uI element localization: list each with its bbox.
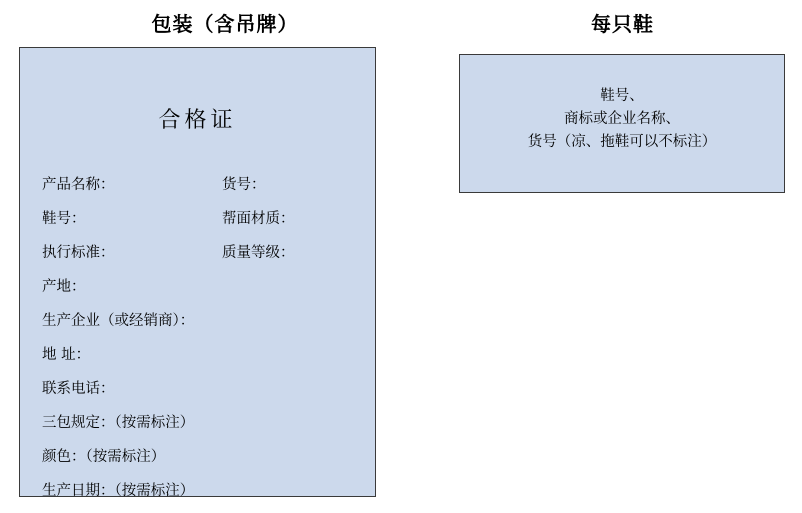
each-shoe-box (459, 54, 785, 193)
certificate-field-row (42, 275, 365, 309)
field-label-left: 产地： (42, 279, 86, 295)
each-shoe-line-list (460, 85, 784, 154)
certificate-field-row (42, 445, 365, 479)
field-label-left: 产品名称： (42, 177, 115, 193)
field-label-right: 帮面材质： (222, 211, 295, 227)
field-label-left: 生产企业（或经销商）： (42, 313, 195, 329)
field-label-right: 货号： (222, 177, 266, 193)
each-shoe-line: 货号（凉、拖鞋可以不标注） (527, 134, 717, 150)
certificate-field-row (42, 309, 365, 343)
each-shoe-heading: 每只鞋 (591, 12, 654, 36)
each-shoe-line: 鞋号、 (600, 88, 644, 104)
field-label-left: 地 址： (42, 347, 91, 363)
certificate-title: 合格证 (158, 108, 237, 133)
certificate-field-row (42, 241, 365, 275)
field-label-left: 颜色：（按需标注） (42, 449, 166, 465)
field-label-left: 鞋号： (42, 211, 86, 227)
certificate-field-row (42, 207, 365, 241)
certificate-field-list (42, 173, 365, 513)
certificate-field-row (42, 173, 365, 207)
each-shoe-line: 商标或企业名称、 (564, 111, 680, 127)
field-label-left: 生产日期：（按需标注） (42, 483, 195, 499)
certificate-field-row (42, 343, 365, 377)
field-label-right: 质量等级： (222, 245, 295, 261)
certificate-field-row (42, 479, 365, 513)
certificate-field-row (42, 377, 365, 411)
field-label-left: 执行标准： (42, 245, 115, 261)
certificate-box (19, 47, 376, 497)
field-label-left: 三包规定：（按需标注） (42, 415, 195, 431)
certificate-field-row (42, 411, 365, 445)
field-label-left: 联系电话： (42, 381, 115, 397)
packaging-heading: 包装（含吊牌） (151, 12, 299, 36)
